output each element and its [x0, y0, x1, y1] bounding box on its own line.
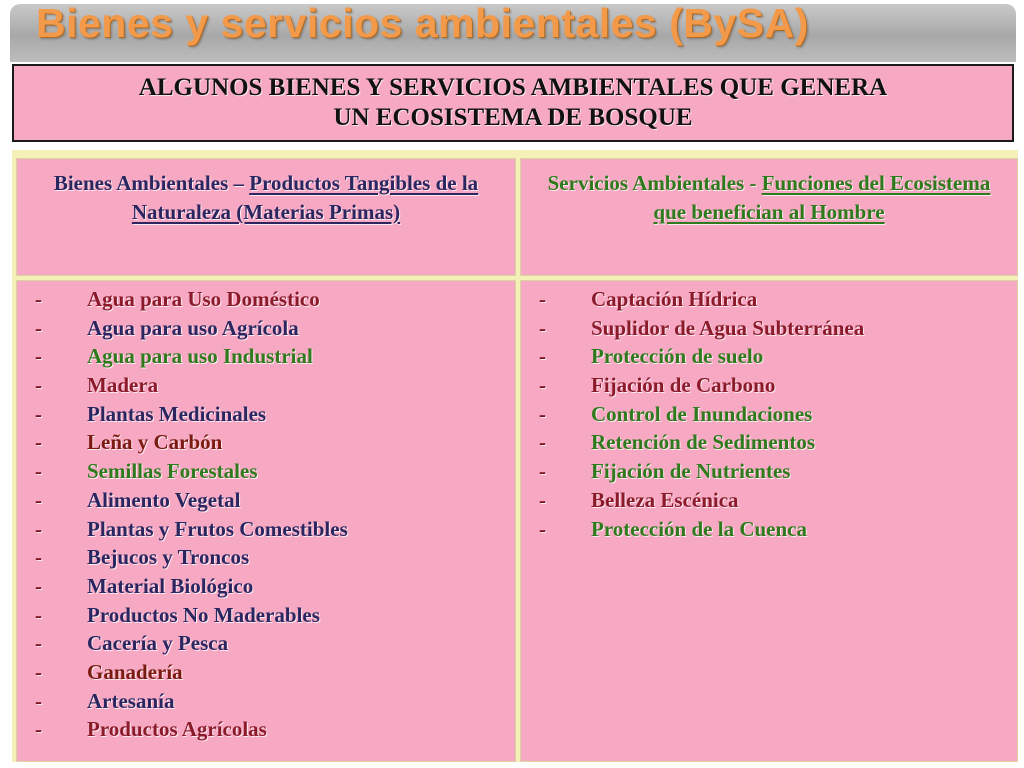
- list-item-text: Semillas Forestales: [87, 459, 258, 484]
- bullet-dash: -: [35, 659, 42, 684]
- bullet-dash: -: [35, 631, 42, 656]
- list-item-text: Productos No Maderables: [87, 602, 320, 627]
- list-item: [17, 316, 515, 345]
- list-item-text: Agua para uso Agrícola: [87, 315, 299, 340]
- list-item: [17, 517, 515, 546]
- list-item-text: Suplidor de Agua Subterránea: [591, 315, 865, 340]
- list-item: [521, 344, 1017, 373]
- bullet-dash: -: [35, 459, 42, 484]
- list-item: [17, 459, 515, 488]
- list-item: [17, 603, 515, 632]
- list-item: [17, 660, 515, 689]
- list-item-text: Protección de suelo: [591, 344, 764, 369]
- list-item: [521, 373, 1017, 402]
- bullet-dash: -: [35, 688, 42, 713]
- list-item: [17, 631, 515, 660]
- goods-list: [17, 281, 515, 746]
- list-item-text: Fijación de Nutrientes: [591, 459, 791, 484]
- services-header-cell: [520, 158, 1018, 276]
- slide-title-bar: [10, 0, 1016, 62]
- list-item: [17, 545, 515, 574]
- bullet-dash: -: [35, 315, 42, 340]
- list-item: [17, 430, 515, 459]
- list-item-text: Bejucos y Troncos: [87, 545, 250, 570]
- table-heading-text: ALGUNOS BIENES Y SERVICIOS AMBIENTALES QUE GENERA UN ECOSISTEMA DE BOSQUE: [138, 74, 888, 131]
- bullet-dash: -: [35, 430, 42, 455]
- list-item-text: Fijación de Carbono: [591, 373, 776, 398]
- list-item-text: Leña y Carbón: [87, 430, 223, 455]
- bysa-table: [12, 150, 1018, 762]
- list-item-text: Retención de Sedimentos: [591, 430, 815, 455]
- services-header-underlined: Funciones del Ecosistema que benefician al Hombre: [653, 171, 991, 224]
- goods-header: [17, 159, 515, 227]
- list-item-text: Captación Hídrica: [591, 287, 758, 311]
- services-list-cell: [520, 280, 1018, 762]
- list-item: [17, 373, 515, 402]
- bullet-dash: -: [35, 602, 42, 627]
- bullet-dash: -: [539, 373, 546, 398]
- bullet-dash: -: [35, 344, 42, 369]
- bullet-dash: -: [35, 373, 42, 398]
- list-item-text: Protección de la Cuenca: [591, 516, 807, 541]
- bullet-dash: -: [539, 344, 546, 369]
- list-item: [521, 287, 1017, 316]
- list-item: [521, 488, 1017, 517]
- bullet-dash: -: [539, 401, 546, 426]
- list-item: [17, 344, 515, 373]
- table-heading: [12, 64, 1014, 142]
- list-item-text: Material Biológico: [87, 573, 254, 598]
- list-item: [521, 430, 1017, 459]
- list-item: [17, 574, 515, 603]
- list-item-text: Productos Agrícolas: [87, 717, 267, 742]
- services-header-label: Servicios Ambientales -: [547, 171, 762, 195]
- list-item-text: Plantas y Frutos Comestibles: [87, 516, 348, 541]
- bullet-dash: -: [35, 717, 42, 742]
- list-item: [17, 402, 515, 431]
- list-item: [521, 316, 1017, 345]
- bullet-dash: -: [35, 573, 42, 598]
- list-item-text: Cacería y Pesca: [87, 631, 229, 656]
- list-item-text: Agua para Uso Doméstico: [87, 287, 320, 311]
- list-item: [17, 717, 515, 746]
- list-item-text: Ganadería: [87, 659, 183, 684]
- slide-title: Bienes y servicios ambientales (BySA): [36, 0, 809, 46]
- list-item-text: Alimento Vegetal: [87, 487, 241, 512]
- list-item-text: Artesanía: [87, 688, 175, 713]
- goods-header-cell: [16, 158, 516, 276]
- bullet-dash: -: [35, 516, 42, 541]
- bullet-dash: -: [35, 287, 42, 311]
- bullet-dash: -: [539, 516, 546, 541]
- bullet-dash: -: [539, 315, 546, 340]
- list-item: [521, 517, 1017, 546]
- bullet-dash: -: [35, 487, 42, 512]
- list-item-text: Plantas Medicinales: [87, 401, 267, 426]
- list-item: [521, 459, 1017, 488]
- bullet-dash: -: [35, 545, 42, 570]
- goods-header-underlined: Productos Tangibles de la Naturaleza (Materias Primas): [131, 171, 479, 224]
- services-list: [521, 281, 1017, 545]
- list-item-text: Madera: [87, 373, 159, 398]
- bullet-dash: -: [539, 487, 546, 512]
- list-item: [17, 689, 515, 718]
- bullet-dash: -: [539, 430, 546, 455]
- list-item: [17, 287, 515, 316]
- services-header: [521, 159, 1017, 227]
- goods-list-cell: [16, 280, 516, 762]
- bullet-dash: -: [35, 401, 42, 426]
- list-item-text: Control de Inundaciones: [591, 401, 813, 426]
- list-item: [17, 488, 515, 517]
- list-item: [521, 402, 1017, 431]
- list-item-text: Belleza Escénica: [591, 487, 739, 512]
- list-item-text: Agua para uso Industrial: [87, 344, 313, 369]
- bullet-dash: -: [539, 459, 546, 484]
- bullet-dash: -: [539, 287, 546, 311]
- goods-header-label: Bienes Ambientales –: [53, 171, 250, 195]
